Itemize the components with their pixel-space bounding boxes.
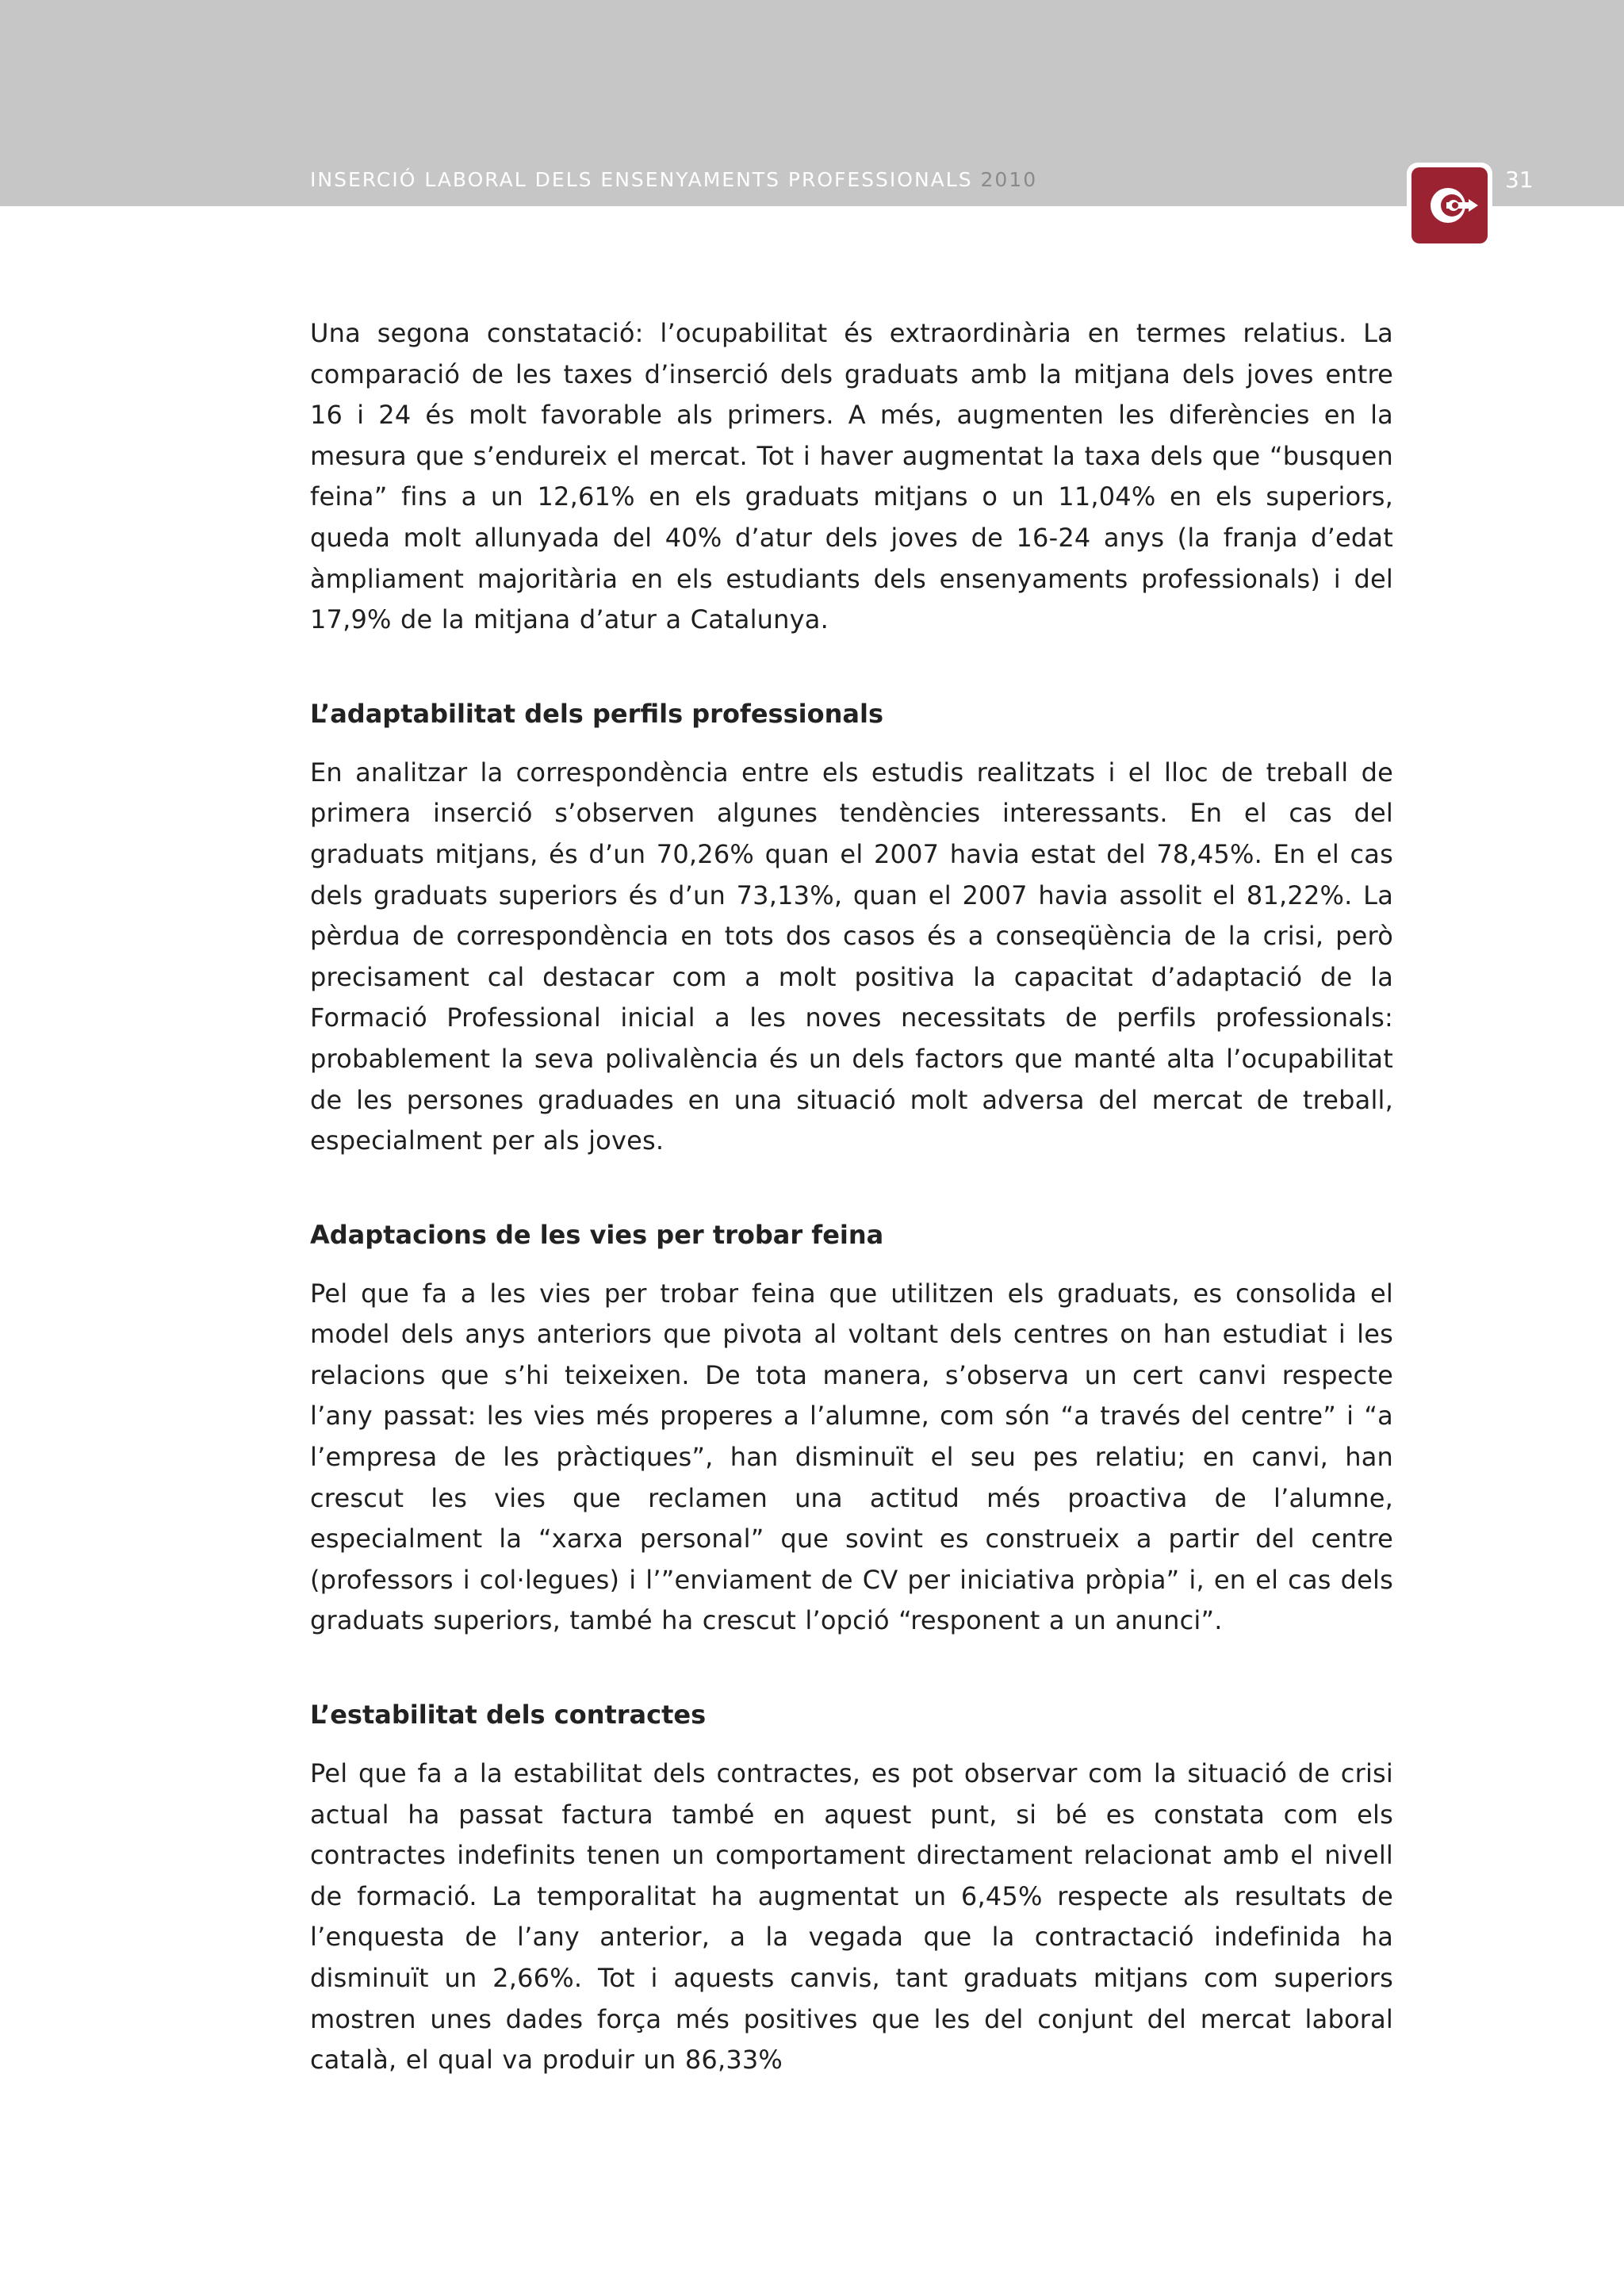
paragraph-estabilitat: Pel que fa a la estabilitat dels contractes, es pot observar com la situació de crisi actual ha passat factura també en aquest punt, si bé es constata com els contractes indefinits tenen un comportament directament relacionat amb el nivell de formació. La temporalitat ha augmentat un 6,45% respecte als resultats de l’enquesta de l’any anterior, a la vegada que la contractació indefinida ha disminuït un 2,66%. Tot i aquests canvis, tant graduats mitjans com superiors mostren unes dades força més positives que les del conjunt del mercat laboral català, el qual va produir un 86,33% xyxy=(310,1758,1393,2076)
paragraph-vies-feina: Pel que fa a les vies per trobar feina que utilitzen els graduats, es consolida el model dels anys anteriors que pivota al voltant dels centres on han estudiat i les relacions que s’hi teixeixen. De tota manera, s’observa un cert canvi respecte l’any passat: les vies més properes a l’alumne, com són “a través del centre” i “a l’empresa de les pràctiques”, han disminuït el seu pes relatiu; en canvi, han crescut les vies que reclamen una actitud més proactiva de l’alumne, especialment la “xarxa personal” que sovint es construeix a partir del centre (professors i col·legues) i l’”enviament de CV per iniciativa pròpia” i, en el cas dels graduats superiors, també ha crescut l’opció “responent a un anunci”. xyxy=(310,1278,1393,1636)
running-header-title: INSERCIÓ LABORAL DELS ENSENYAMENTS PROFESSIONALS xyxy=(310,168,973,191)
logo-background xyxy=(1411,167,1488,243)
heading-adaptabilitat: L’adaptabilitat dels perfils professionals xyxy=(310,698,883,729)
logo-glyph xyxy=(1411,167,1488,243)
heading-vies-feina: Adaptacions de les vies per trobar feina xyxy=(310,1219,884,1250)
paragraph-ocupabilitat: Una segona constatació: l’ocupabilitat és extraordinària en termes relatius. La comparació de les taxes d’inserció dels graduats amb la mitjana dels joves entre 16 i 24 és molt favorable als primers. A més, augmenten les diferències en la mesura que s’endureix el mercat. Tot i haver augmentat la taxa dels que “busquen feina” fins a un 12,61% en els graduats mitjans o un 11,04% en els superiors, queda molt allunyada del 40% d’atur dels joves de 16-24 anys (la franja d’edat àmpliament majoritària en els estudiants dels ensenyaments professionals) i del 17,9% de la mitjana d’atur a Catalunya. xyxy=(310,318,1393,635)
ce-logo-icon xyxy=(1407,163,1492,248)
main-content xyxy=(310,313,1393,2081)
heading-estabilitat: L’estabilitat dels contractes xyxy=(310,1700,707,1731)
paragraph-adaptabilitat: En analitzar la correspondència entre els estudis realitzats i el lloc de treball de primera inserció s’observen algunes tendències interessants. En el cas del graduats mitjans, és d’un 70,26% quan el 2007 havia estat del 78,45%. En el cas dels graduats superiors és d’un 73,13%, quan el 2007 havia assolit el 81,22%. La pèrdua de correspondència en tots dos casos és a conseqüència de la crisi, però precisament cal destacar com a molt positiva la capacitat d’adaptació de la Formació Professional inicial a les noves necessitats de perfils professionals: probablement la seva polivalència és un dels factors que manté alta l’ocupabilitat de les persones graduades en una situació molt adversa del mercat de treball, especialment per als joves. xyxy=(310,757,1393,1156)
running-header xyxy=(310,168,1037,191)
running-header-year: 2010 xyxy=(980,168,1038,191)
page-number: 31 xyxy=(1505,167,1534,193)
